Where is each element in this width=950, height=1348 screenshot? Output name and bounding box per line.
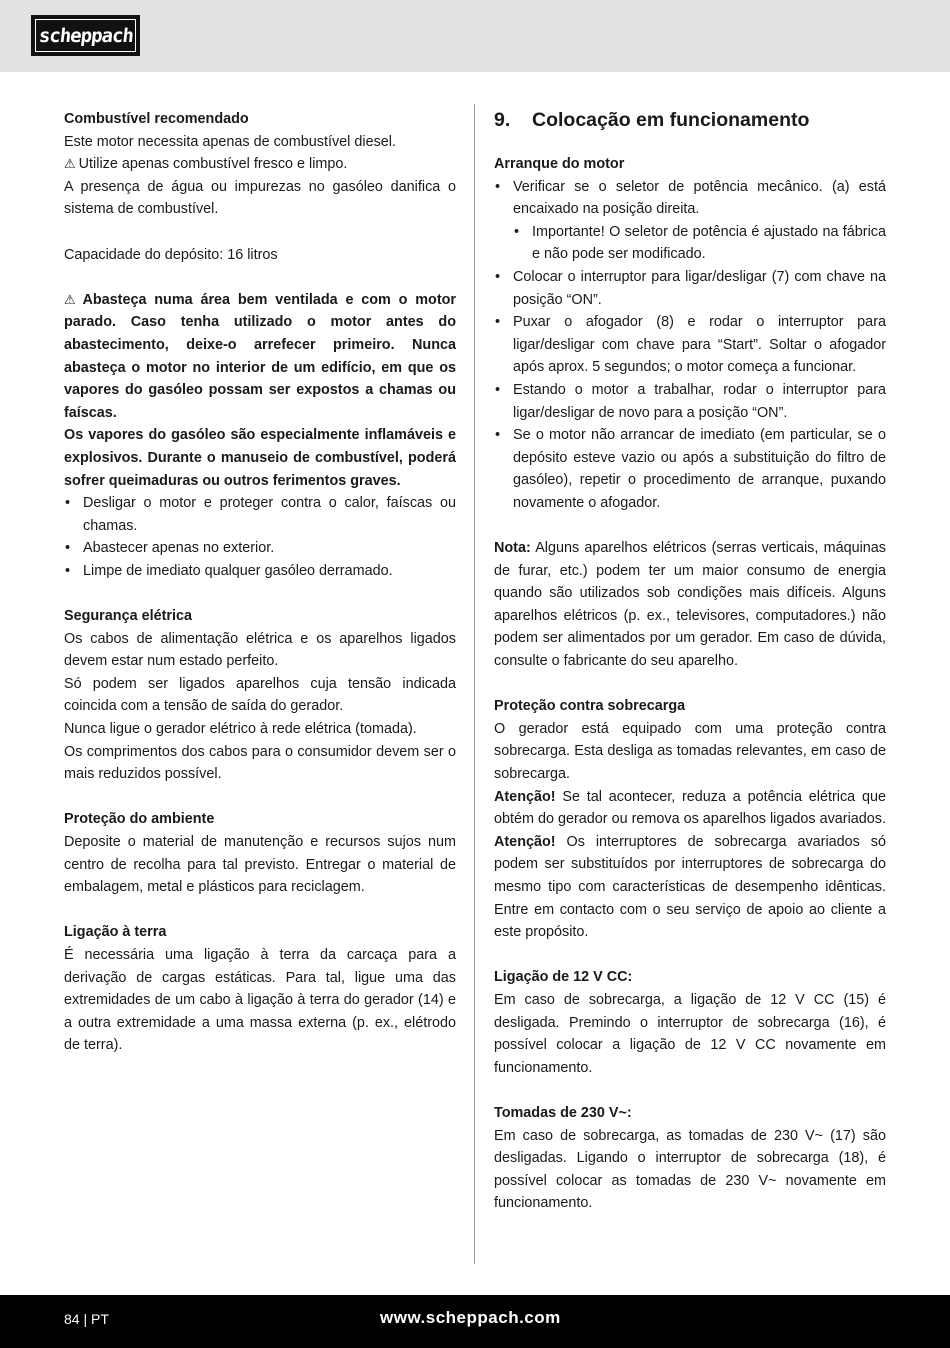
note-paragraph <box>494 537 886 673</box>
overload-heading: Proteção contra sobrecarga <box>494 698 686 715</box>
section-title-text: Colocação em funcionamento <box>532 109 810 131</box>
footer-band <box>0 1295 950 1348</box>
fuel-safety-list <box>64 492 456 582</box>
warning-icon: ⚠ <box>64 156 76 172</box>
list-item: • Desligar o motor e proteger contra o calor, faíscas ou chamas. <box>64 492 456 537</box>
list-item: • Importante! O seletor de potência é ajustado na fábrica e não pode ser modificado. <box>494 221 886 266</box>
attention-label: Atenção! <box>494 833 556 850</box>
start-steps-list-cont <box>494 266 886 515</box>
logo-frame <box>35 19 136 52</box>
electrical-safety-p3: Nunca ligue o gerador elétrico à rede elétrica (tomada). <box>64 721 417 738</box>
earth-text: É necessária uma ligação à terra da carcaça para a derivação de cargas estáticas. Para tal, ligue uma das extremidades de um cabo à ligação à terra do gerador (14) e a outra extremidade a uma massa externa (p. ex., elétrodo de terra). <box>64 946 456 1054</box>
note-label: Nota: <box>494 540 531 557</box>
attention-text: Os interruptores de sobrecarga avariados só podem ser substituídos por interruptores de sobrecarga do mesmo tipo com características de desempenho idênticas. Entre em contacto com o seu serviço de apoio ao cliente a este propósito. <box>494 833 887 941</box>
scheppach-logo <box>31 15 140 56</box>
refuel-warning <box>64 289 456 425</box>
dc-text: Em caso de sobrecarga, a ligação de 12 V CC (15) é desligada. Premindo o interruptor de sobrecarga (16), é possível colocar a ligação de 12 V CC novamente em funcionamento. <box>494 991 886 1076</box>
section-number: 9. <box>494 109 511 131</box>
fuel-heading: Combustível recomendado <box>64 111 249 127</box>
logo-text: scheppach <box>37 24 134 47</box>
list-item: • Se o motor não arrancar de imediato (em particular, se o depósito esteve vazio ou após a substituição do filtro de gasóleo), repetir o procedimento de arranque, puxando novamente o afogador. <box>494 424 886 514</box>
start-steps-list <box>494 176 886 221</box>
environment-text: Deposite o material de manutenção e recursos sujos num centro de recolha para tal previsto. Entregar o material de embalagem, metal e plásticos para reciclagem. <box>64 834 456 896</box>
dc-heading: Ligação de 12 V CC: <box>494 969 633 986</box>
warning-icon: ⚠ <box>64 291 80 307</box>
vapour-warning: Os vapores do gasóleo são especialmente inflamáveis e explosivos. Durante o manuseio de combustível, poderá sofrer queimaduras ou outros ferimentos graves. <box>64 427 456 489</box>
overload-attention-1 <box>494 786 886 831</box>
electrical-safety-heading: Segurança elétrica <box>64 608 192 625</box>
list-item: • Verificar se o seletor de potência mecânico. (a) está encaixado na posição direita. <box>494 176 886 221</box>
header-band <box>0 0 950 72</box>
website-url: www.scheppach.com <box>380 1308 561 1327</box>
right-column <box>494 108 886 1215</box>
ac-text: Em caso de sobrecarga, as tomadas de 230 V~ (17) são desligadas. Ligando o interruptor de sobrecarga (18), é possível colocar as tomadas de 230 V~ novamente em funcionamento. <box>494 1127 886 1212</box>
list-item: • Abastecer apenas no exterior. <box>64 537 456 560</box>
list-item: • Estando o motor a trabalhar, rodar o interruptor para ligar/desligar de novo para a posição “ON”. <box>494 379 886 424</box>
overload-attention-2 <box>494 831 886 944</box>
fuel-line-3: A presença de água ou impurezas no gasóleo danifica o sistema de combustível. <box>64 178 456 218</box>
fuel-line-1: Este motor necessita apenas de combustível diesel. <box>64 133 396 150</box>
refuel-warning-text: Abasteça numa área bem ventilada e com o motor parado. Caso tenha utilizado o motor antes do abastecimento, deixe-o arrefecer primeiro. Nunca abasteça o motor no interior de um edifício, em que os vapores do gasóleo possam ser expostos a chamas ou faíscas. <box>64 291 457 421</box>
electrical-safety-p2: Só podem ser ligados aparelhos cuja tensão indicada coincida com a tensão de saída do gerador. <box>64 675 456 715</box>
start-sub-list <box>494 221 886 266</box>
ac-heading: Tomadas de 230 V~: <box>494 1104 632 1121</box>
left-column <box>64 108 456 1057</box>
electrical-safety-p1: Os cabos de alimentação elétrica e os aparelhos ligados devem estar num estado perfeito. <box>64 630 456 670</box>
section-title <box>494 108 886 132</box>
attention-text: Se tal acontecer, reduza a potência elétrica que obtém do gerador ou remova os aparelhos ligados avariados. <box>494 788 886 828</box>
page-number: 84 | PT <box>64 1311 109 1327</box>
column-divider <box>474 104 475 1264</box>
list-item: • Puxar o afogador (8) e rodar o interruptor para ligar/desligar com chave para “Start”. Soltar o afogador após aprox. 5 segundos; o motor começa a funcionar. <box>494 311 886 379</box>
electrical-safety-p4: Os comprimentos dos cabos para o consumidor devem ser o mais reduzidos possível. <box>64 743 456 783</box>
fuel-line-2 <box>64 153 456 176</box>
start-heading: Arranque do motor <box>494 156 625 172</box>
list-item: • Colocar o interruptor para ligar/desligar (7) com chave na posição “ON”. <box>494 266 886 311</box>
tank-capacity: Capacidade do depósito: 16 litros <box>64 246 278 263</box>
list-item: • Limpe de imediato qualquer gasóleo derramado. <box>64 560 456 583</box>
overload-text: O gerador está equipado com uma proteção contra sobrecarga. Esta desliga as tomadas relevantes, em caso de sobrecarga. <box>494 720 886 783</box>
attention-label: Atenção! <box>494 788 556 805</box>
environment-heading: Proteção do ambiente <box>64 811 215 828</box>
fuel-line-2-text: Utilize apenas combustível fresco e limpo. <box>78 156 348 173</box>
note-text: Alguns aparelhos elétricos (serras verticais, máquinas de furar, etc.) podem ter um maior consumo de energia quando são utilizados sob condições mais difíceis. Alguns aparelhos elétricos (p. ex., televisores, computadores.) não podem ser alimentados por um gerador. Em caso de dúvida, consulte o fabricante do seu aparelho. <box>494 540 886 670</box>
earth-heading: Ligação à terra <box>64 924 167 941</box>
